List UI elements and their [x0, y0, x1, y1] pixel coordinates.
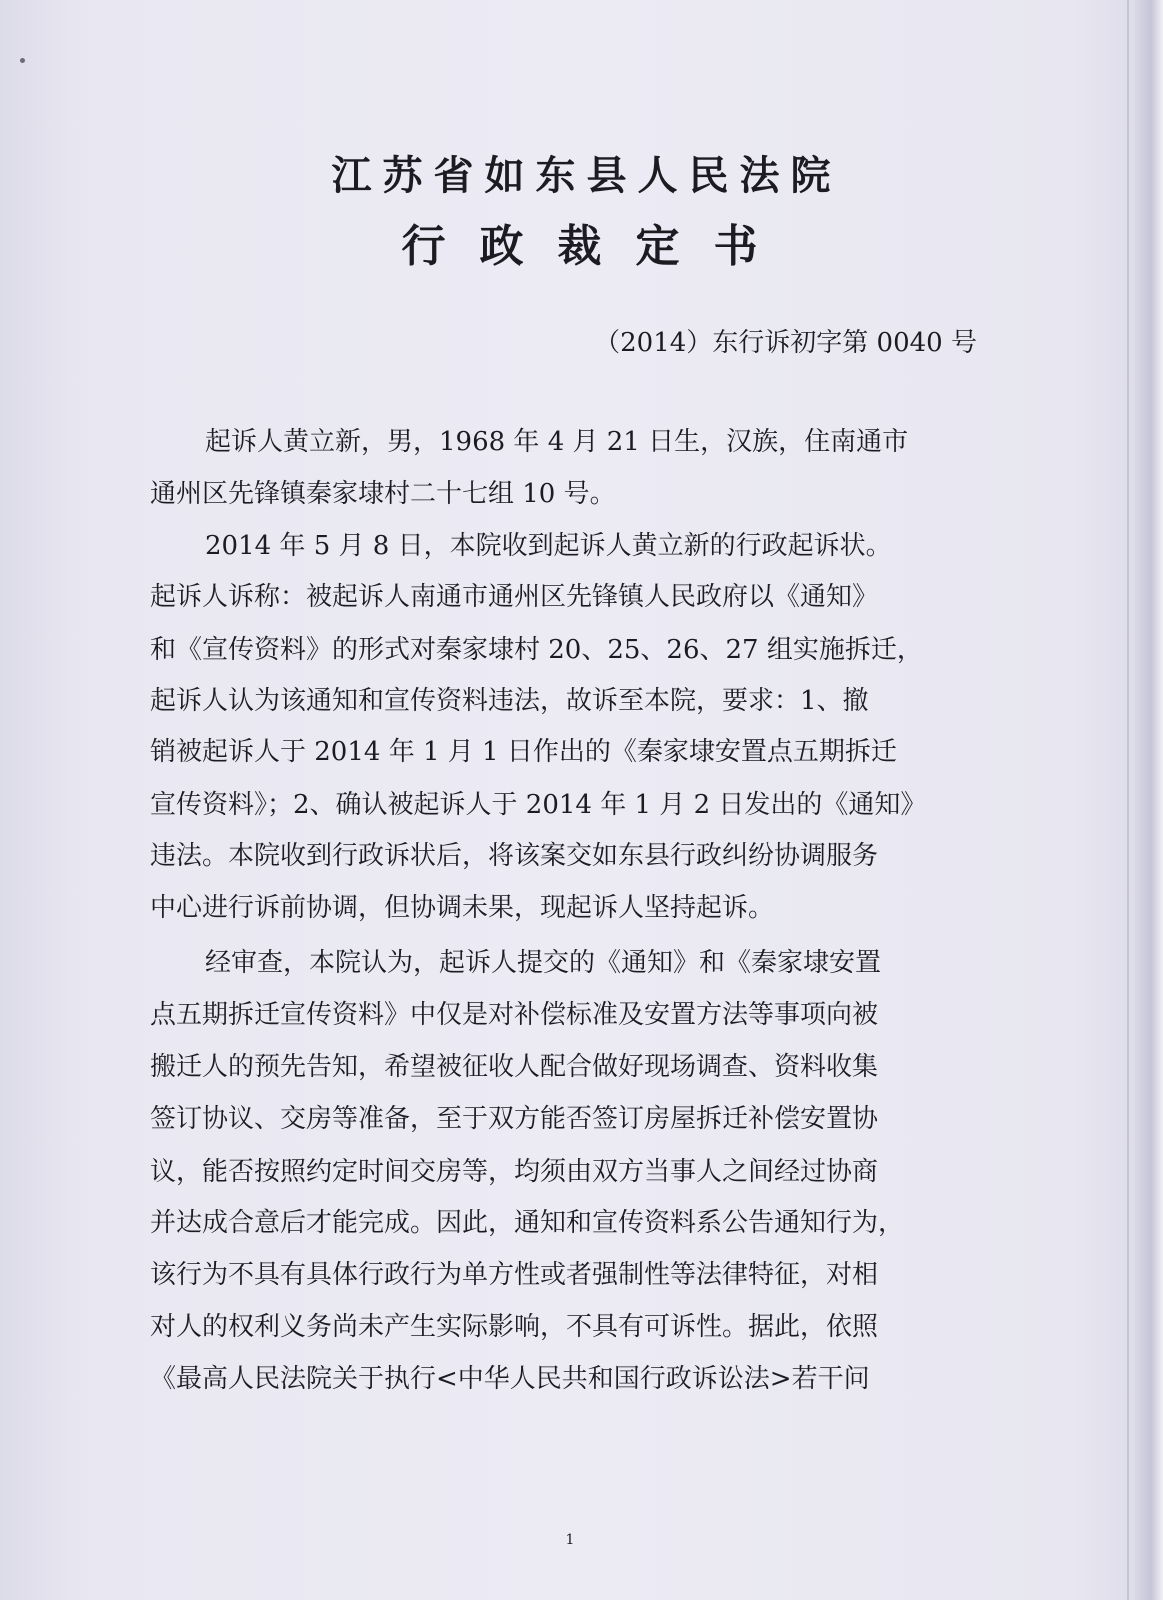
body-line: 销被起诉人于 2014 年 1 月 1 日作出的《秦家埭安置点五期拆迁: [150, 737, 897, 767]
page-number: 1: [565, 1532, 575, 1548]
body-line: 通州区先锋镇秦家埭村二十七组 10 号。: [150, 479, 616, 509]
body-line: 和《宣传资料》的形式对秦家埭村 20、25、26、27 组实施拆迁，: [150, 635, 923, 665]
body-line: 2014 年 5 月 8 日，本院收到起诉人黄立新的行政起诉状。: [205, 531, 892, 561]
document-title: 行政裁定书: [401, 221, 792, 272]
body-line: 议，能否按照约定时间交房等，均须由双方当事人之间经过协商: [150, 1157, 879, 1187]
body-line: 起诉人黄立新，男，1968 年 4 月 21 日生，汉族，住南通市: [205, 427, 909, 457]
body-line: 违法。本院收到行政诉状后，将该案交如东县行政纠纷协调服务: [150, 841, 879, 871]
body-line: 起诉人诉称：被起诉人南通市通州区先锋镇人民政府以《通知》: [150, 582, 879, 612]
scan-speck: [20, 58, 25, 63]
body-line: 并达成合意后才能完成。因此，通知和宣传资料系公告通知行为，: [150, 1208, 905, 1238]
body-line: 经审查，本院认为，起诉人提交的《通知》和《秦家埭安置: [205, 948, 882, 978]
body-line: 《最高人民法院关于执行<中华人民共和国行政诉讼法>若干问: [150, 1364, 870, 1394]
body-line: 该行为不具有具体行政行为单方性或者强制性等法律特征，对相: [150, 1260, 879, 1290]
body-line: 宣传资料》；2、确认被起诉人于 2014 年 1 月 2 日发出的《通知》: [150, 790, 927, 820]
court-name: 江苏省如东县人民法院: [331, 152, 842, 199]
body-line: 起诉人认为该通知和宣传资料违法，故诉至本院，要求：1、撤: [150, 686, 869, 716]
body-line: 签订协议、交房等准备，至于双方能否签订房屋拆迁补偿安置协: [150, 1104, 879, 1134]
body-line: 点五期拆迁宣传资料》中仅是对补偿标准及安置方法等事项向被: [150, 1000, 879, 1030]
body-line: 对人的权利义务尚未产生实际影响，不具有可诉性。据此，依照: [150, 1312, 879, 1342]
case-number: （2014）东行诉初字第 0040 号: [594, 328, 977, 358]
body-line: 搬迁人的预先告知，希望被征收人配合做好现场调查、资料收集: [150, 1052, 879, 1082]
body-line: 中心进行诉前协调，但协调未果，现起诉人坚持起诉。: [150, 893, 775, 923]
